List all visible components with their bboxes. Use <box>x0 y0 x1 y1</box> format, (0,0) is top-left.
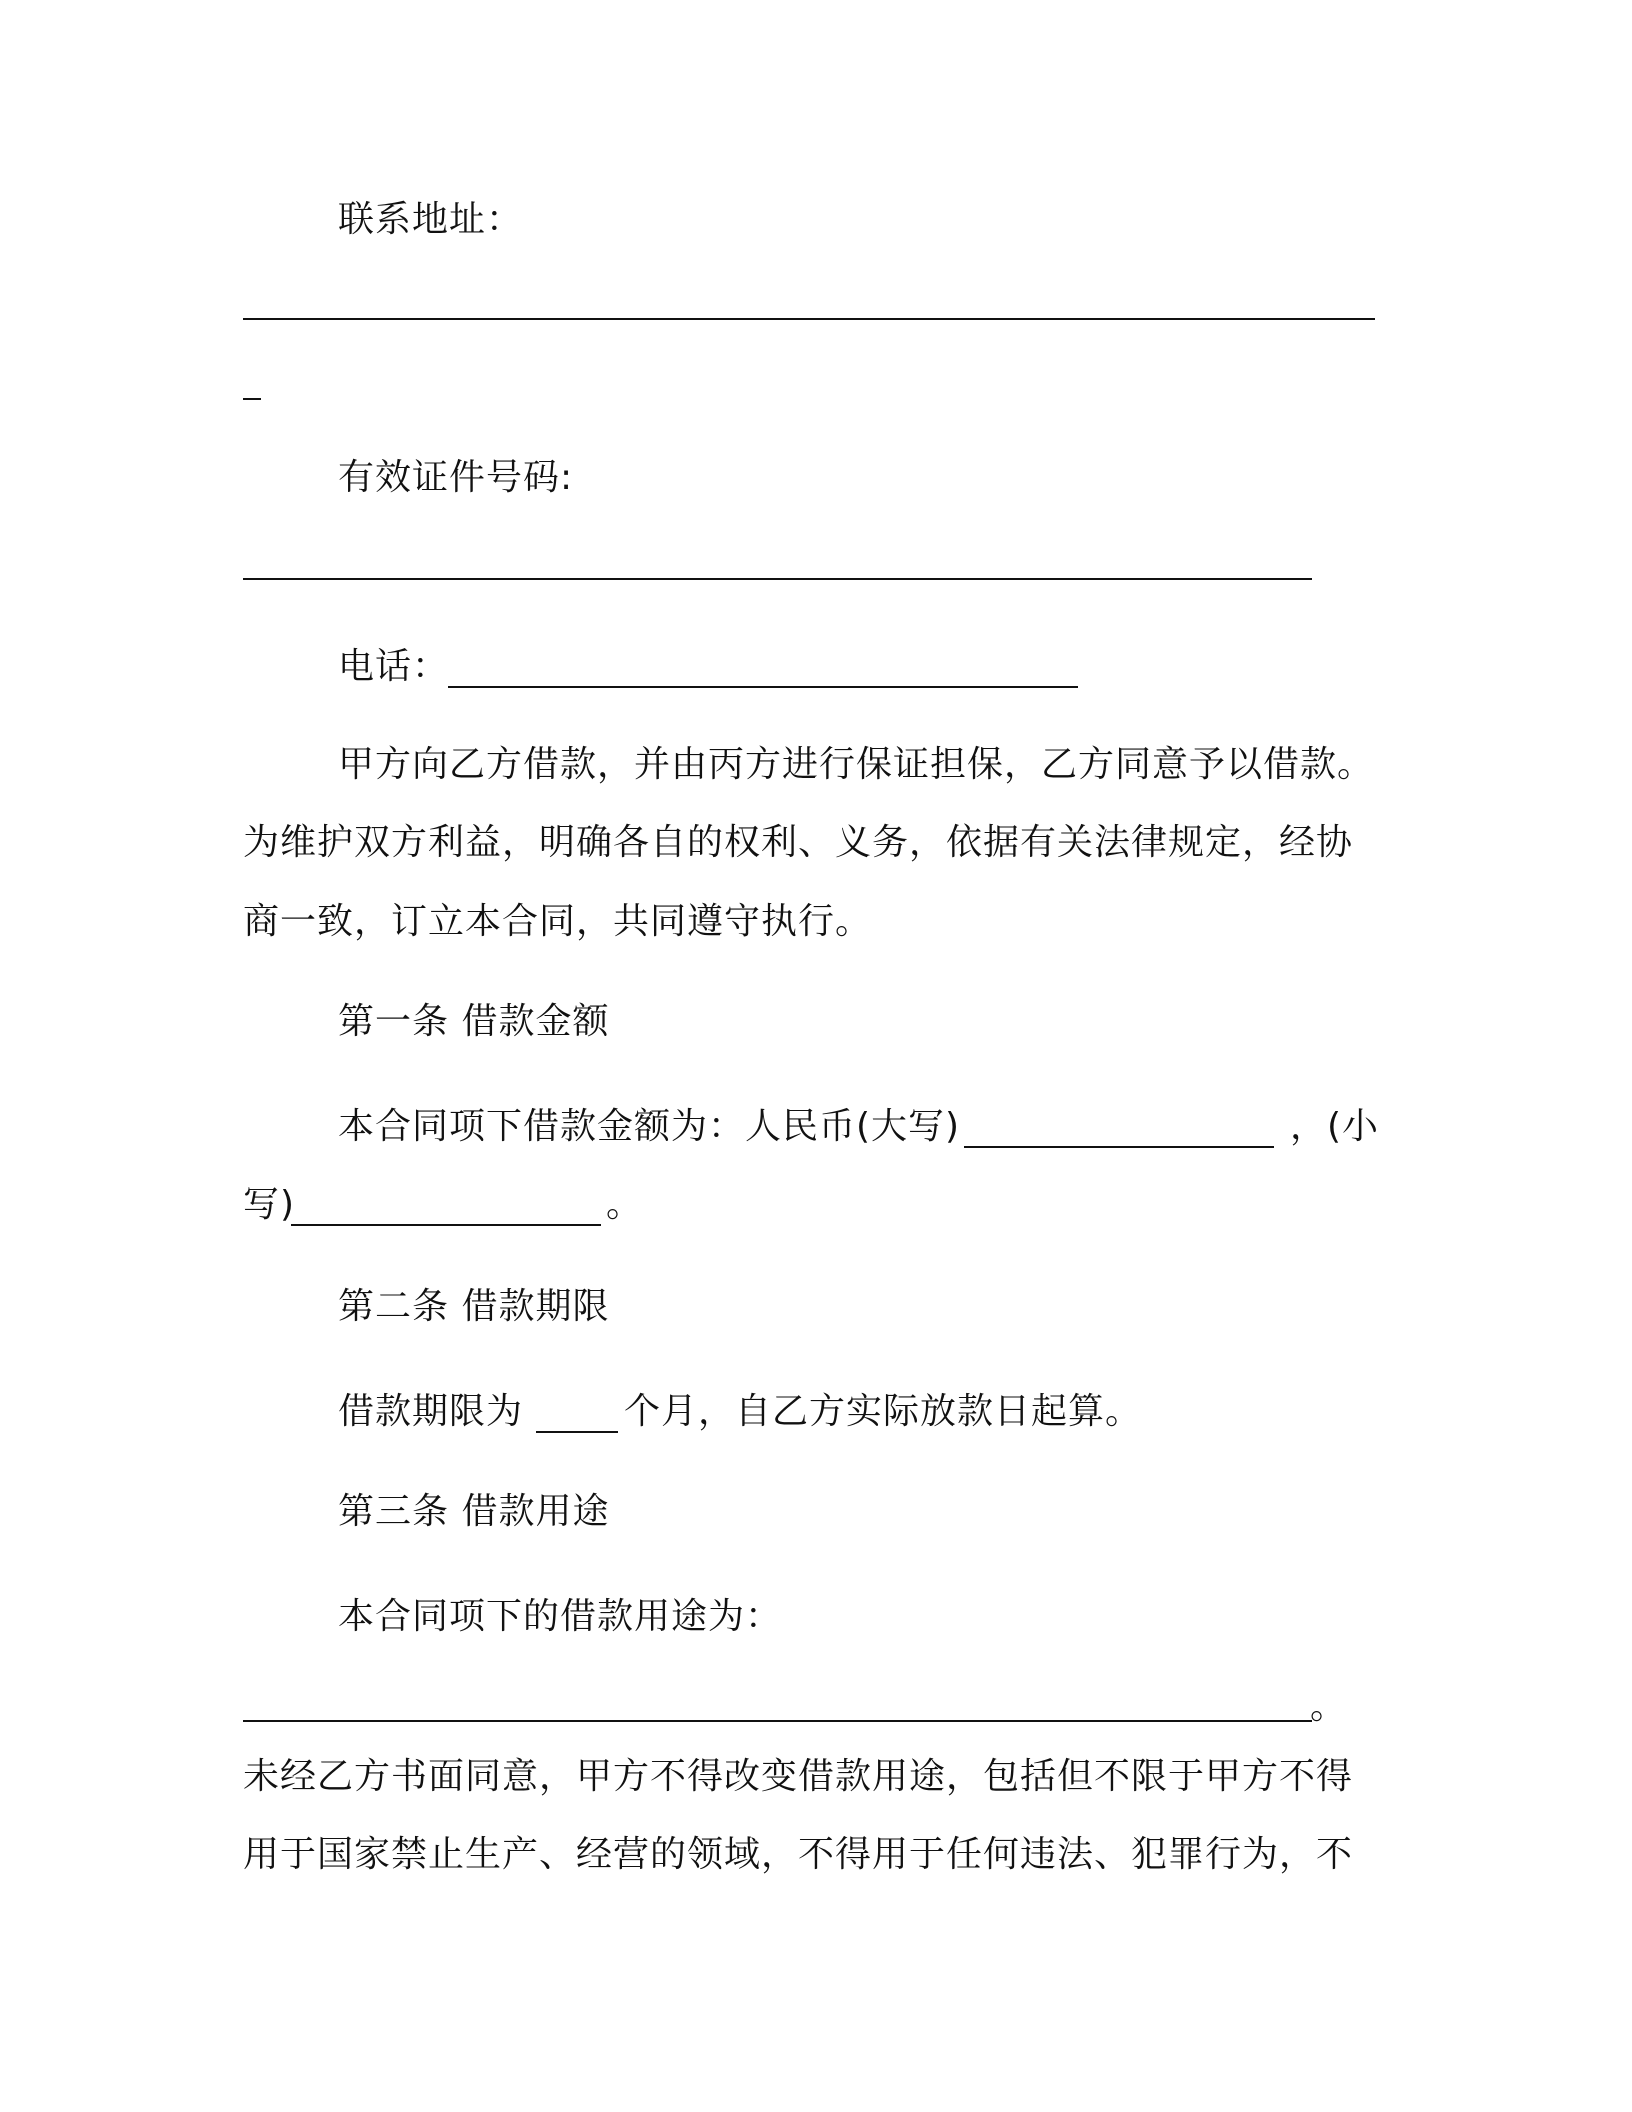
article-2-title: 第二条 借款期限 <box>338 1286 610 1327</box>
article-3-title: 第三条 借款用途 <box>338 1491 610 1532</box>
article-2-text-prefix: 借款期限为 <box>338 1391 524 1432</box>
amount-uppercase-blank[interactable] <box>964 1146 1274 1148</box>
article-1-line-2-suffix: 。 <box>606 1184 644 1225</box>
intro-line-3: 商一致，订立本合同，共同遵守执行。 <box>243 901 873 942</box>
loan-purpose-blank[interactable] <box>243 1720 1312 1722</box>
id-number-label: 有效证件号码: <box>338 457 574 498</box>
article-1-line-2-prefix: 写) <box>243 1184 296 1225</box>
article-3-line-1: 本合同项下的借款用途为： <box>338 1596 783 1637</box>
phone-blank[interactable] <box>448 686 1078 688</box>
article-1-line-1-prefix: 本合同项下借款金额为：人民币(大写) <box>338 1106 961 1147</box>
contact-address-blank-continued <box>243 398 261 400</box>
article-2-text-suffix: 个月，自乙方实际放款日起算。 <box>624 1391 1143 1432</box>
article-1-title: 第一条 借款金额 <box>338 1001 610 1042</box>
article-3-line-3: 未经乙方书面同意，甲方不得改变借款用途，包括但不限于甲方不得 <box>243 1756 1354 1797</box>
article-1-line-1-suffix: ，(小 <box>1290 1106 1380 1147</box>
amount-lowercase-blank[interactable] <box>291 1224 601 1226</box>
phone-label: 电话： <box>338 646 450 687</box>
contact-address-label: 联系地址： <box>338 199 524 240</box>
intro-line-2: 为维护双方利益，明确各自的权利、义务，依据有关法律规定，经协 <box>243 822 1354 863</box>
contact-address-blank[interactable] <box>243 318 1375 320</box>
id-number-blank[interactable] <box>243 578 1312 580</box>
intro-line-1: 甲方向乙方借款，并由丙方进行保证担保，乙方同意予以借款。 <box>338 744 1375 785</box>
article-3-line-4: 用于国家禁止生产、经营的领域，不得用于任何违法、犯罪行为，不 <box>243 1834 1354 1875</box>
loan-term-months-blank[interactable] <box>536 1431 618 1433</box>
article-3-blank-suffix: 。 <box>1310 1686 1348 1727</box>
